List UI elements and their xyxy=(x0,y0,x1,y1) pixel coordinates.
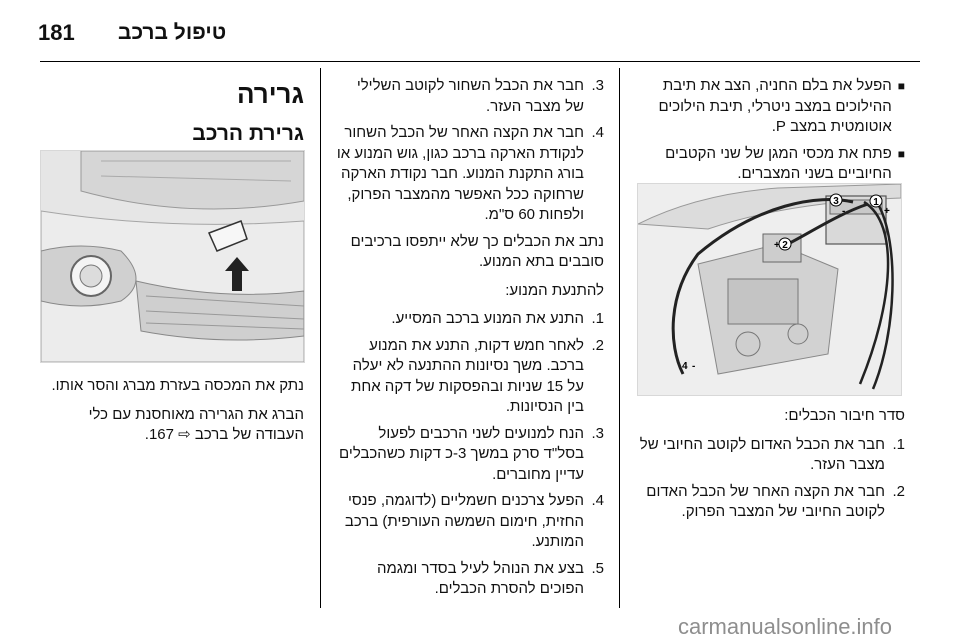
list-number: 4. xyxy=(591,124,604,141)
section-heading: גרירה xyxy=(236,79,304,109)
page-header-title: טיפול ברכב xyxy=(118,21,227,44)
list-item xyxy=(336,123,604,226)
bullet-item xyxy=(635,144,905,185)
list-number: 3. xyxy=(591,77,604,94)
bullet-square-icon: ■ xyxy=(897,79,905,93)
bullet-text: הפעל את בלם החניה, הצב את תיבת ההילוכים במצב ניטרלי, תיבת הילוכים אוטומטית במצב P. xyxy=(658,77,892,135)
tow-paragraph xyxy=(40,405,304,446)
book-ref-icon: ⇨ xyxy=(178,426,191,443)
list-text: לאחר חמש דקות, התנע את המנוע ברכב. משך נסיונות ההתנעה לא יעלה על 15 שניות ובהפסקות של דקה אחת בין הנסיונות. xyxy=(350,336,584,415)
page-number: 181 xyxy=(38,20,75,45)
tow-paragraph-ref-text: של ברכב xyxy=(194,426,252,443)
list-number: 3. xyxy=(591,424,604,442)
left-column-text xyxy=(40,376,304,454)
figure-sign-2: + xyxy=(774,240,780,251)
list-item xyxy=(336,309,604,330)
figure-sign-3: - xyxy=(842,206,846,217)
figure-caption: נתק את המכסה בעזרת מברג והסר אותו. xyxy=(51,377,304,394)
figure-label-1: 1 xyxy=(873,197,879,208)
figure-label-3: 3 xyxy=(833,196,839,207)
figure-label-4: 4 xyxy=(682,361,688,372)
list-text: חבר את הקצה האחר של הכבל האדום לקוטב החיובי של המצבר הפרוק. xyxy=(646,482,885,520)
list-number: 2. xyxy=(892,482,905,500)
column-divider-right xyxy=(619,68,620,608)
connection-heading: סדר חיבור הכבלים: xyxy=(784,407,905,424)
list-text: בצע את הנוהל לעיל בסדר ומגמה הפוכים להסרת הכבלים. xyxy=(376,559,584,597)
list-text: חבר את הכבל השחור לקוטב השלילי של מצבר העזר. xyxy=(356,77,584,115)
bullet-square-icon: ■ xyxy=(897,146,905,161)
tow-paragraph-ref-page: 167. xyxy=(144,426,174,443)
list-item xyxy=(336,491,604,553)
engine-bay-figure xyxy=(637,183,902,396)
list-item xyxy=(336,76,604,117)
column-divider-left xyxy=(320,68,321,608)
list-number: 4. xyxy=(591,492,604,509)
tow-eye-cover-figure xyxy=(40,150,305,363)
list-number: 1. xyxy=(892,435,905,453)
figure-label-2: 2 xyxy=(782,240,788,251)
list-number: 1. xyxy=(591,310,604,327)
list-item xyxy=(635,435,905,476)
connection-section xyxy=(635,406,905,529)
cables-note: נתב את הכבלים כך שלא ייתפסו ברכיבים סובבים בתא המנוע. xyxy=(350,232,604,270)
figure-sign-4: - xyxy=(692,361,696,372)
list-text: חבר את הקצה האחר של הכבל השחור לנקודת הארקה ברכב כגון, גוש המנוע או בורג התקנת המנוע. חבר נקודת הארקה שרחוקה ככל האפשר מהמצבר הפרוק, ולפחות 60 ס"מ. xyxy=(336,124,584,223)
list-item xyxy=(635,482,905,523)
front-bumper-drawing xyxy=(41,151,304,362)
figure-sign-1: + xyxy=(884,206,890,217)
middle-column xyxy=(336,76,604,606)
list-number: 2. xyxy=(591,336,604,354)
tow-paragraph-text: הברג את הגרירה מאוחסנת עם כלי העבודה xyxy=(88,405,304,443)
start-heading: להתנעת המנוע: xyxy=(505,281,604,299)
engine-bay-drawing xyxy=(638,184,901,395)
list-text: התנע את המנוע ברכב המסייע. xyxy=(391,310,584,327)
list-text: הנח למנועים לשני הרכבים לפעול בסל"ד סרק במשך 3-כ דקות כשהכבלים עדיין מחוברים. xyxy=(339,424,584,483)
list-text: חבר את הכבל האדום לקוטב החיובי של מצבר העזר. xyxy=(639,435,885,473)
section-subheading: גרירת הרכב xyxy=(192,122,304,145)
list-item xyxy=(336,559,604,600)
list-number: 5. xyxy=(591,559,604,577)
right-column xyxy=(635,76,905,191)
bullet-item xyxy=(635,76,905,138)
bullet-text: פתח את מכסי המגן של שני הקטבים החיוביים בשני המצברים. xyxy=(665,144,892,182)
header-rule xyxy=(40,61,920,62)
list-item xyxy=(336,424,604,486)
list-item xyxy=(336,336,604,418)
watermark: carmanualsonline.info xyxy=(678,614,893,639)
list-text: הפעל צרכנים חשמליים (לדוגמה, פנסי החזית, חימום השמשה העורפית) ברכב המותנע. xyxy=(344,492,584,550)
